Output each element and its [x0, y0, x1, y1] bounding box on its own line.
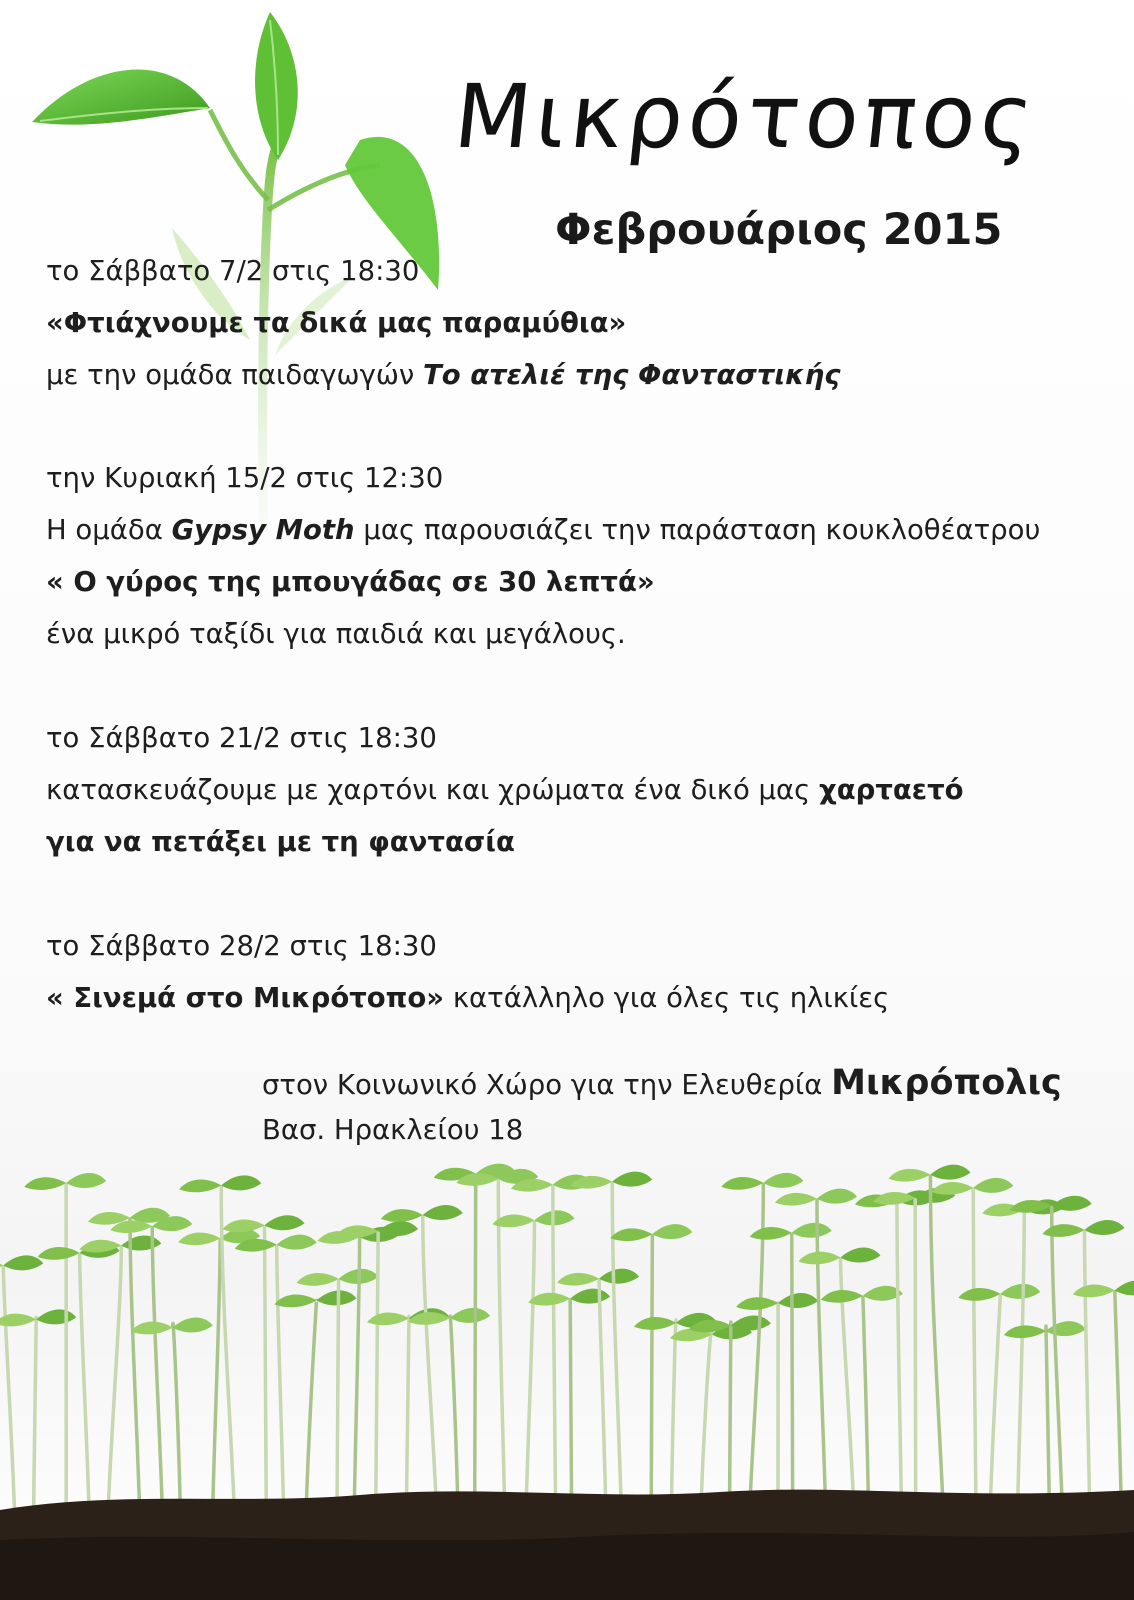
event-4-date: το Σάββατο 28/2 στις 18:30 — [46, 930, 437, 962]
poster-subtitle: Φεβρουάριος 2015 — [555, 205, 1003, 255]
event-2-title: « Ο γύρος της μπουγάδας σε 30 λεπτά» — [46, 566, 655, 598]
event-2-date: την Κυριακή 15/2 στις 12:30 — [46, 462, 444, 494]
venue-address: Βασ. Ηρακλείου 18 — [262, 1114, 524, 1146]
event-2-note: ένα μικρό ταξίδι για παιδιά και μεγάλους. — [46, 618, 626, 650]
poster-title: Μικρότοπος — [449, 65, 1044, 168]
venue-line: στον Κοινωνικό Χώρο για την Ελευθερία Μικρόπολις — [262, 1063, 1062, 1103]
event-1-date: το Σάββατο 7/2 στις 18:30 — [46, 255, 420, 287]
event-1-title: «Φτιάχνουμε τα δικά μας παραμύθια» — [46, 307, 627, 339]
event-3-desc-line2: για να πετάξει με τη φαντασία — [46, 826, 515, 858]
event-2-desc: Η ομάδα Gypsy Moth μας παρουσιάζει την παράσταση κουκλοθέατρου — [46, 514, 1041, 546]
event-4-desc: « Σινεμά στο Μικρότοπο» κατάλληλο για όλες τις ηλικίες — [46, 982, 890, 1014]
event-3-date: το Σάββατο 21/2 στις 18:30 — [46, 722, 437, 754]
event-1-desc: με την ομάδα παιδαγωγών Το ατελιέ της Φανταστικής — [46, 359, 841, 391]
event-3-desc: κατασκευάζουμε με χαρτόνι και χρώματα ένα δικό μας χαρταετό — [46, 774, 964, 806]
